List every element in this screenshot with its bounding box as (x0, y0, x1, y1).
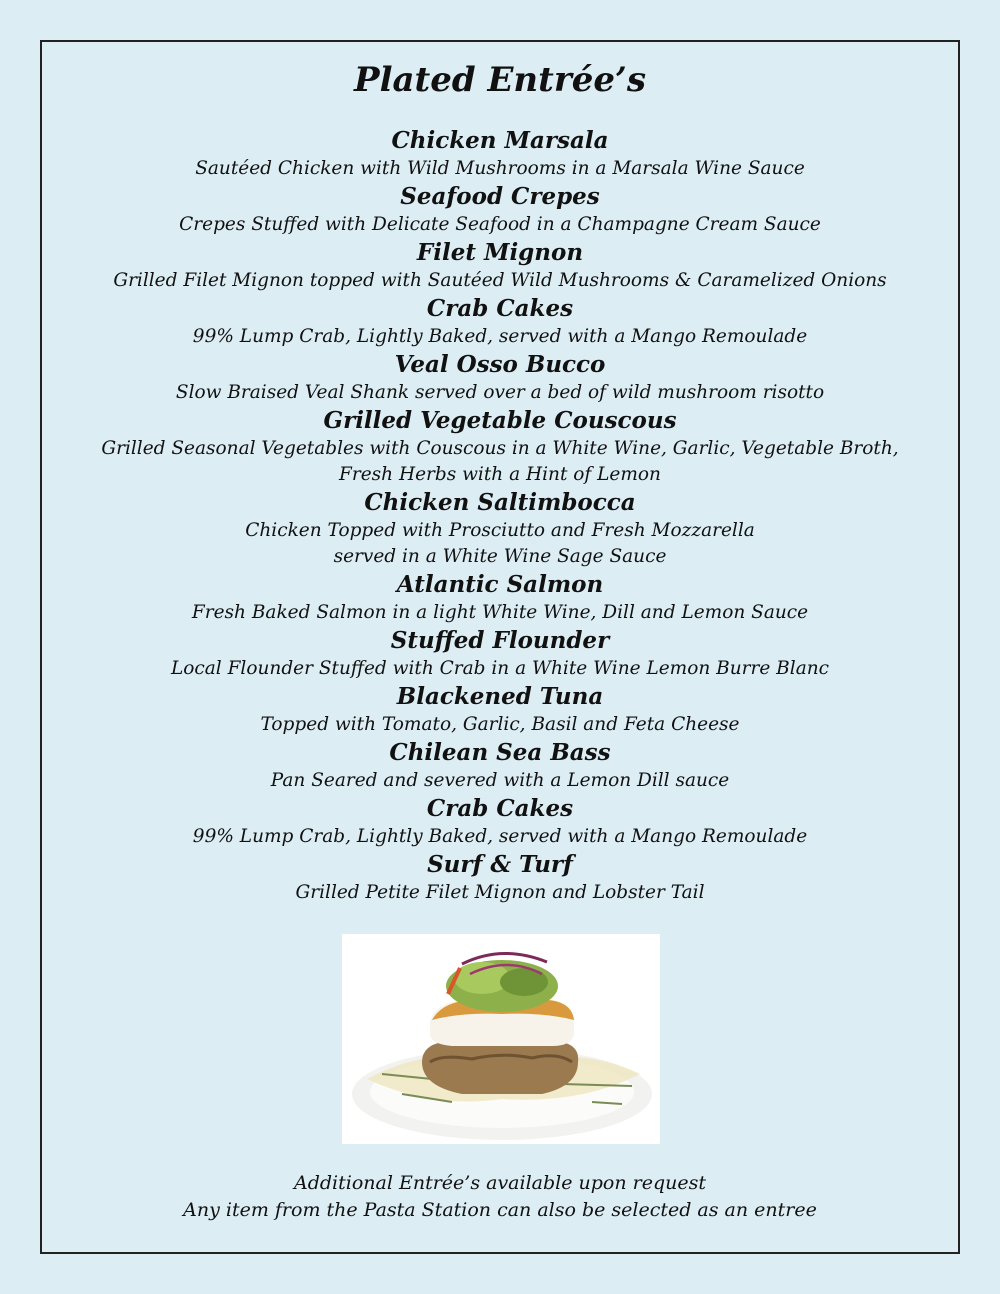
entree-description: Grilled Petite Filet Mignon and Lobster Tail (295, 882, 705, 903)
entree-item (50, 488, 950, 570)
entree-name: Surf & Turf (427, 851, 573, 878)
entree-item (50, 570, 950, 626)
entree-name: Grilled Vegetable Couscous (323, 407, 677, 434)
entree-description: Grilled Seasonal Vegetables with Couscous in a White Wine, Garlic, Vegetable Broth, Fresh Herbs with a Hint of Lemon (101, 438, 899, 485)
plated-dish-illustration (342, 934, 660, 1144)
entree-item (50, 850, 950, 906)
entree-name: Chicken Saltimbocca (364, 489, 636, 516)
entree-name: Stuffed Flounder (390, 627, 610, 654)
footer-line-additional: Additional Entrée’s available upon request (294, 1172, 706, 1194)
entree-description: Topped with Tomato, Garlic, Basil and Feta Cheese (260, 714, 740, 735)
entree-description: 99% Lump Crab, Lightly Baked, served with a Mango Remoulade (192, 326, 808, 347)
footer-note (0, 1170, 1000, 1224)
entree-list (50, 126, 950, 906)
entree-name: Chicken Marsala (391, 127, 609, 154)
entree-name: Filet Mignon (416, 239, 584, 266)
entree-item (50, 294, 950, 350)
entree-name: Crab Cakes (426, 795, 574, 822)
entree-description: Crepes Stuffed with Delicate Seafood in a Champagne Cream Sauce (179, 214, 821, 235)
entree-item (50, 238, 950, 294)
entree-description: Sautéed Chicken with Wild Mushrooms in a Marsala Wine Sauce (195, 158, 805, 179)
entree-item (50, 626, 950, 682)
entree-name: Seafood Crepes (400, 183, 600, 210)
entree-name: Veal Osso Bucco (394, 351, 606, 378)
page-title: Plated Entrée’s (354, 60, 646, 100)
entree-description: Slow Braised Veal Shank served over a bed of wild mushroom risotto (175, 382, 825, 403)
entree-description: 99% Lump Crab, Lightly Baked, served with a Mango Remoulade (192, 826, 808, 847)
entree-name: Chilean Sea Bass (389, 739, 611, 766)
entree-description: Pan Seared and severed with a Lemon Dill sauce (270, 770, 730, 791)
footer-line-pasta: Any item from the Pasta Station can also be selected as an entree (183, 1199, 817, 1221)
entree-name: Atlantic Salmon (396, 571, 604, 598)
entree-item (50, 182, 950, 238)
entree-description: Grilled Filet Mignon topped with Sautéed Wild Mushrooms & Caramelized Onions (113, 270, 887, 291)
entree-item (50, 738, 950, 794)
entree-item (50, 350, 950, 406)
entree-item (50, 794, 950, 850)
plated-dish-photo (342, 934, 660, 1144)
entree-name: Crab Cakes (426, 295, 574, 322)
entree-item (50, 682, 950, 738)
entree-description: Local Flounder Stuffed with Crab in a White Wine Lemon Burre Blanc (170, 658, 829, 679)
risotto-shape (422, 1042, 578, 1094)
entree-description: Fresh Baked Salmon in a light White Wine, Dill and Lemon Sauce (191, 602, 809, 623)
entree-item (50, 126, 950, 182)
entree-description: Chicken Topped with Prosciutto and Fresh Mozzarella served in a White Wine Sage Sauce (245, 520, 755, 567)
entree-item (50, 406, 950, 488)
entree-name: Blackened Tuna (396, 683, 604, 710)
